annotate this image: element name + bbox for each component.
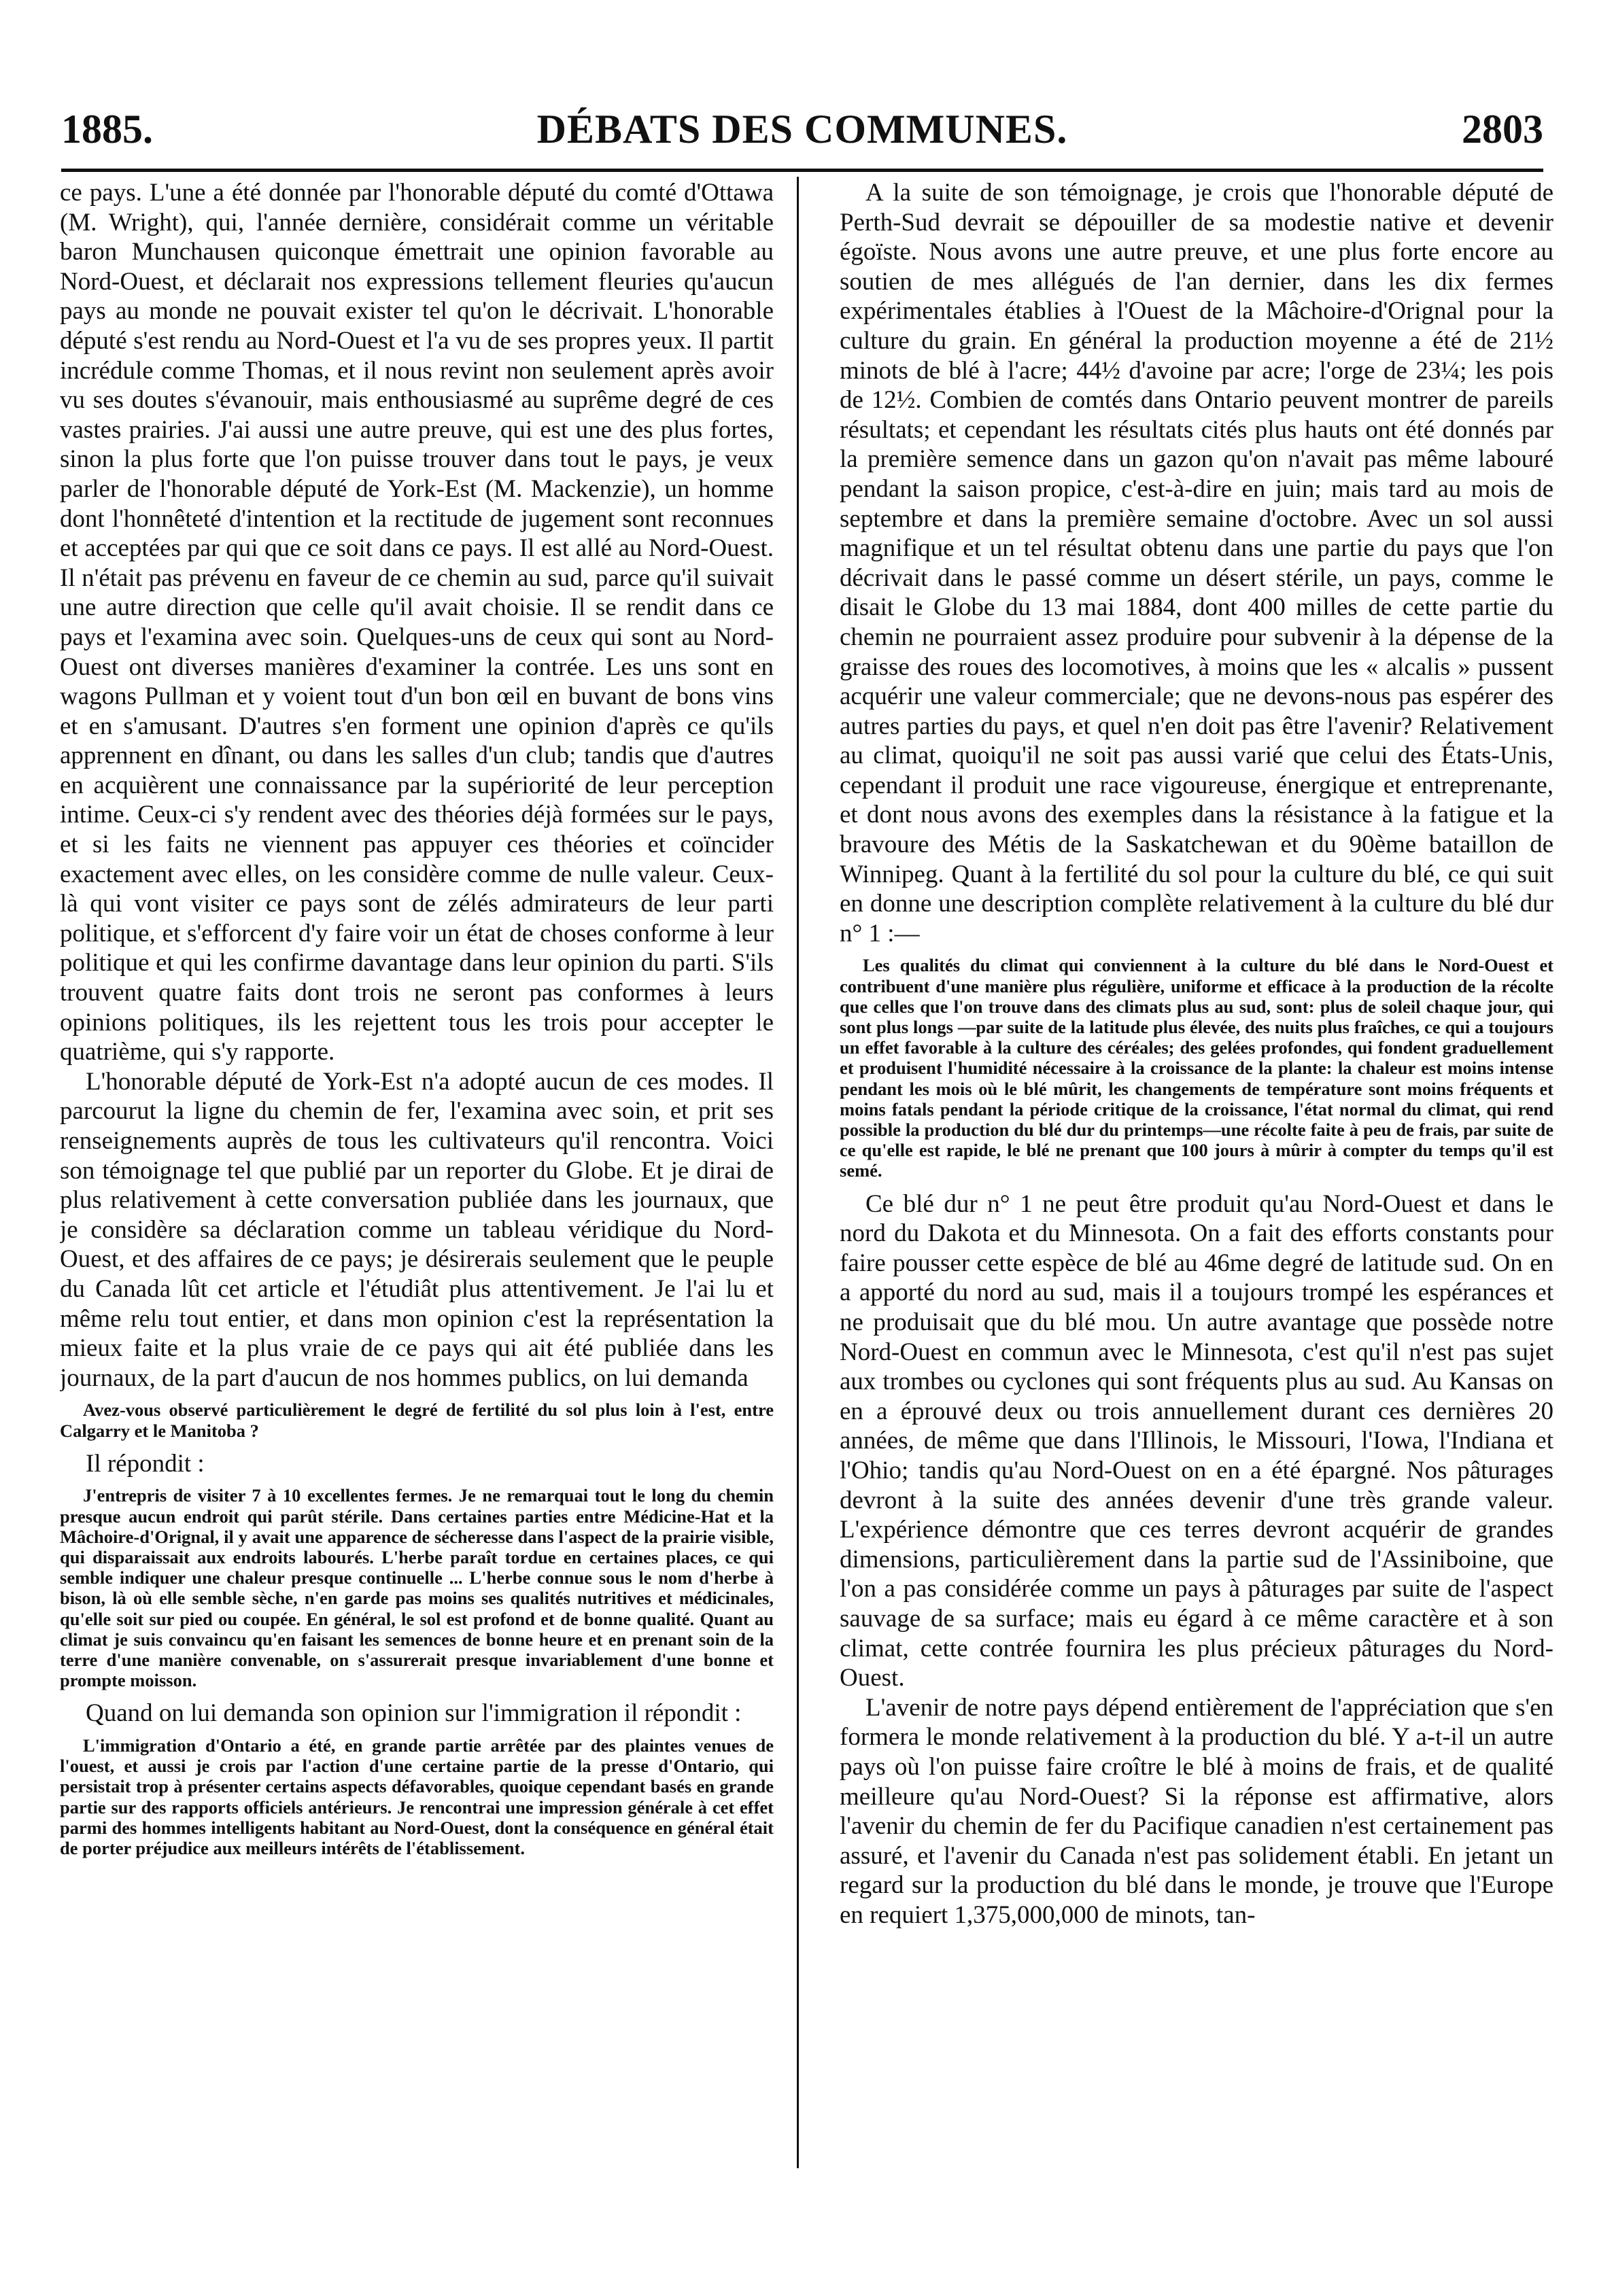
paragraph: A la suite de son témoignage, je crois que l'honorable député de Perth-Sud devrait se dépouiller de sa modestie native et devenir égoïste. Nous avons une autre preuve, et une plus forte encore au soutien de mes allégués de l'an dernier, dans les dix fermes expérimentales établies à l'Ouest de la Mâchoire-d'Orignal pour la culture du grain. En général la production moyenne a été de 21½ minots de blé à l'acre; 44½ d'avoine par acre; l'orge de 23¼; les pois de 12½. Combien de comtés dans Ontario peuvent montrer de pareils résultats; et cependant les résultats cités plus hauts ont été donnés par la première semence dans un gazon qu'on n'avait pas même labouré pendant la saison propice, c'est-à-dire en juin; mais tard au mois de septembre et dans la première semaine d'octobre. Avec un sol aussi magnifique et un tel résultat obtenu dans une partie du pays que l'on décrivait dans le passé comme un désert stérile, un pays, comme le disait le Globe du 13 mai 1884, dont 400 milles de cette partie du chemin ne pourraient assez produire pour subvenir à la dépense de la graisse des roues des locomotives, à moins que les « alcalis » pussent acquérir une valeur commerciale; que ne devons-nous pas espérer des autres parties du pays, et quel n'en doit pas être l'avenir? Relativement au climat, quoiqu'il ne soit pas aussi varié que celui des États-Unis, cependant il produit une race vigoureuse, énergique et entreprenante, et dont nous avons des exemples dans la résistance à la fatigue et la bravoure des Métis de la Saskatchewan et du 90ème bataillon de Winnipeg. Quant à la fertilité du sol pour la culture du blé, ce qui suit en donne une description complète relativement à la culture du blé dur n° 1 :—	[840, 179, 1553, 947]
quoted-passage: Les qualités du climat qui conviennent à la culture du blé dans le Nord-Ouest et contribuent d'une manière plus régulière, uniforme et efficace à la production de la récolte que celles que l'on trouve dans des climats plus au sud, sont: plus de soleil chaque jour, qui sont plus longs —par suite de la latitude plus élevée, des nuits plus fraîches, ce qui a toujours un effet favorable à la culture des céréales; des gelées profondes, qui fondent graduellement et produisent l'humidité nécessaire à la croissance de la plante: la chaleur est moins intense pendant les mois où le blé mûrit, les changements de température sont moins fréquents et moins fatals pendant la période critique de la croissance, l'état normal du climat, qui rend possible la production du blé dur du printemps—une récolte faite à peu de frais, par suite de ce qu'elle est rapide, le blé ne prenant que 100 jours à mûrir à compter du temps qu'il est semé.	[840, 955, 1553, 1181]
paragraph: L'avenir de notre pays dépend entièrement de l'appréciation que s'en formera le monde relativement à la production du blé. Y a-t-il un autre pays où l'on puisse faire croître le blé à moins de frais, et de qualité meilleure qu'au Nord-Ouest? Si la réponse est affirmative, alors l'avenir du chemin de fer du Pacifique canadien n'est certainement pas assuré, et l'avenir du Canada n'est pas solidement établi. En jetant un regard sur la production du blé dans le monde, je trouve que l'Europe en requiert 1,375,000,000 de minots, tan-	[840, 1693, 1553, 1929]
column-divider	[797, 177, 799, 2168]
page-header	[61, 102, 1543, 156]
quoted-answer: L'immigration d'Ontario a été, en grande partie arrêtée par des plaintes venues de l'ouest, et aussi je crois par l'action d'une certaine partie de la presse d'Ontario, qui persistait trop à présenter certains aspects défavorables, quoique cependant basés en grande partie sur des rapports officiels antérieurs. Je rencontrai une impression générale à cet effet parmi des hommes intelligents habitant au Nord-Ouest, dont la conséquence en général était de porter préjudice aux meilleurs intérêts de l'établissement.	[60, 1735, 774, 1858]
paragraph: Ce blé dur n° 1 ne peut être produit qu'au Nord-Ouest et dans le nord du Dakota et du Minnesota. On a fait des efforts constants pour faire pousser cette espèce de blé au 46me degré de latitude sud. On en a apporté du nord au sud, mais il a toujours trompé les espérances et ne produisait que du blé mou. Un autre avantage que possède notre Nord-Ouest en commun avec le Minnesota, c'est qu'il n'est pas sujet aux trombes ou cyclones qui sont fréquents plus au sud. Au Kansas on en a éprouvé deux ou trois annuellement durant ces dernières 20 années, de même que dans l'Illinois, le Missouri, l'Iowa, l'Indiana et l'Ohio; tandis qu'au Nord-Ouest on en a été épargné. Nos pâturages devront à la suite des années devenir d'une très grande valeur. L'expérience démontre que ces terres devront acquérir de grandes dimensions, particulièrement dans la partie sud de l'Assiniboine, que l'on a pas considérée comme un pays à pâturages par suite de l'aspect sauvage de sa surface; mais eu égard à ce même caractère et à son climat, cette contrée fournira les plus précieux pâturages du Nord-Ouest.	[840, 1189, 1553, 1692]
left-column	[60, 178, 774, 2238]
paragraph: L'honorable député de York-Est n'a adopté aucun de ces modes. Il parcourut la ligne du chemin de fer, l'examina avec soin, et prit ses renseignements auprès de tous les cultivateurs qu'il rencontra. Voici son témoignage tel que publié par un reporter du Globe. Et je dirai de plus relativement à cette conversation publiée dans les journaux, que je considère sa déclaration comme un tableau véridique du Nord-Ouest, et des affaires de ce pays; je désirerais seulement que le peuple du Canada lût cet article et l'étudiât plus attentivement. Je l'ai lu et même relu tout entier, et dans mon opinion c'est la représentation la mieux faite et la plus vraie de ce pays qui ait été publiée dans les journaux, de la part d'aucun de nos hommes publics, on lui demanda	[60, 1067, 774, 1392]
header-page-number: 2803	[1462, 107, 1543, 152]
quoted-question: Avez-vous observé particulièrement le degré de fertilité du sol plus loin à l'est, entre Calgarry et le Manitoba ?	[60, 1399, 774, 1441]
right-column	[840, 178, 1553, 2238]
paragraph: Quand on lui demanda son opinion sur l'immigration il répondit :	[86, 1699, 742, 1728]
header-rule	[61, 169, 1543, 172]
quoted-answer: J'entrepris de visiter 7 à 10 excellentes fermes. Je ne remarquai tout le long du chemin presque aucun endroit qui parût stérile. Dans certaines parties entre Médicine-Hat et la Mâchoire-d'Orignal, il y avait une apparence de sécheresse dans l'aspect de la prairie visible, qui disparaissait aux endroits labourés. L'herbe paraît tordue en certaines places, ce qui semble indiquer une chaleur presque continuelle ... L'herbe connue sous le nom d'herbe à bison, là où elle semble sèche, n'en garde pas moins ses qualités nutritives et médicinales, qu'elle soit sur pied ou coupée. En général, le sol est profond et de bonne qualité. Quant au climat je suis convaincu qu'en faisant les semences de bonne heure et en prenant soin de la terre d'une manière convenable, on s'assurerait presque invariablement d'une bonne et prompte moisson.	[60, 1485, 774, 1691]
paragraph: ce pays. L'une a été donnée par l'honorable député du comté d'Ottawa (M. Wright), qui, l'année dernière, considérait comme un véritable baron Munchausen quiconque émettrait une opinion favorable au Nord-Ouest, et déclarait nos expressions tellement fleuries qu'aucun pays au monde ne pouvait exister tel qu'on le décrivait. L'honorable député s'est rendu au Nord-Ouest et l'a vu de ses propres yeux. Il partit incrédule comme Thomas, et il nous revint non seulement après avoir vu ses doutes s'évanouir, mais enthousiasmé au suprême degré de ces vastes prairies. J'ai aussi une autre preuve, qui est une des plus fortes, sinon la plus forte que l'on puisse trouver dans tout le pays, je veux parler de l'honorable député de York-Est (M. Mackenzie), un homme dont l'honnêteté d'intention et la rectitude de jugement sont reconnues et acceptées par qui que ce soit dans ce pays. Il est allé au Nord-Ouest. Il n'était pas prévenu en faveur de ce chemin au sud, parce qu'il suivait une autre direction que celle qu'il avait choisie. Il se rendit dans ce pays et l'examina avec soin. Quelques-uns de ceux qui sont au Nord-Ouest ont diverses manières d'examiner la contrée. Les uns sont en wagons Pullman et y voient tout d'un bon œil en buvant de bons vins et en s'amusant. D'autres s'en forment une opinion d'après ce qu'ils apprennent en dînant, ou dans les salles d'un club; tandis que d'autres en acquièrent une connaissance par la supériorité de leur perception intime. Ceux-ci s'y rendent avec des théories déjà formées sur le pays, et si les faits ne viennent pas appuyer ces théories et coïncider exactement avec elles, on les considère comme de nulle valeur. Ceux-là qui vont visiter ce pays sont de zélés admirateurs de leur parti politique, et s'efforcent d'y faire voir un état de choses conforme à leur politique et qui les confirme davantage dans leur opinion du parti. S'ils trouvent quatre faits dont trois ne seront pas conformes à leurs opinions politiques, ils les rejettent tous les trois pour accepter le quatrième, qui s'y rapporte.	[60, 179, 774, 1066]
header-title: DÉBATS DES COMMUNES.	[536, 107, 1068, 152]
paragraph: Il répondit :	[86, 1449, 205, 1478]
header-year: 1885.	[61, 107, 153, 152]
